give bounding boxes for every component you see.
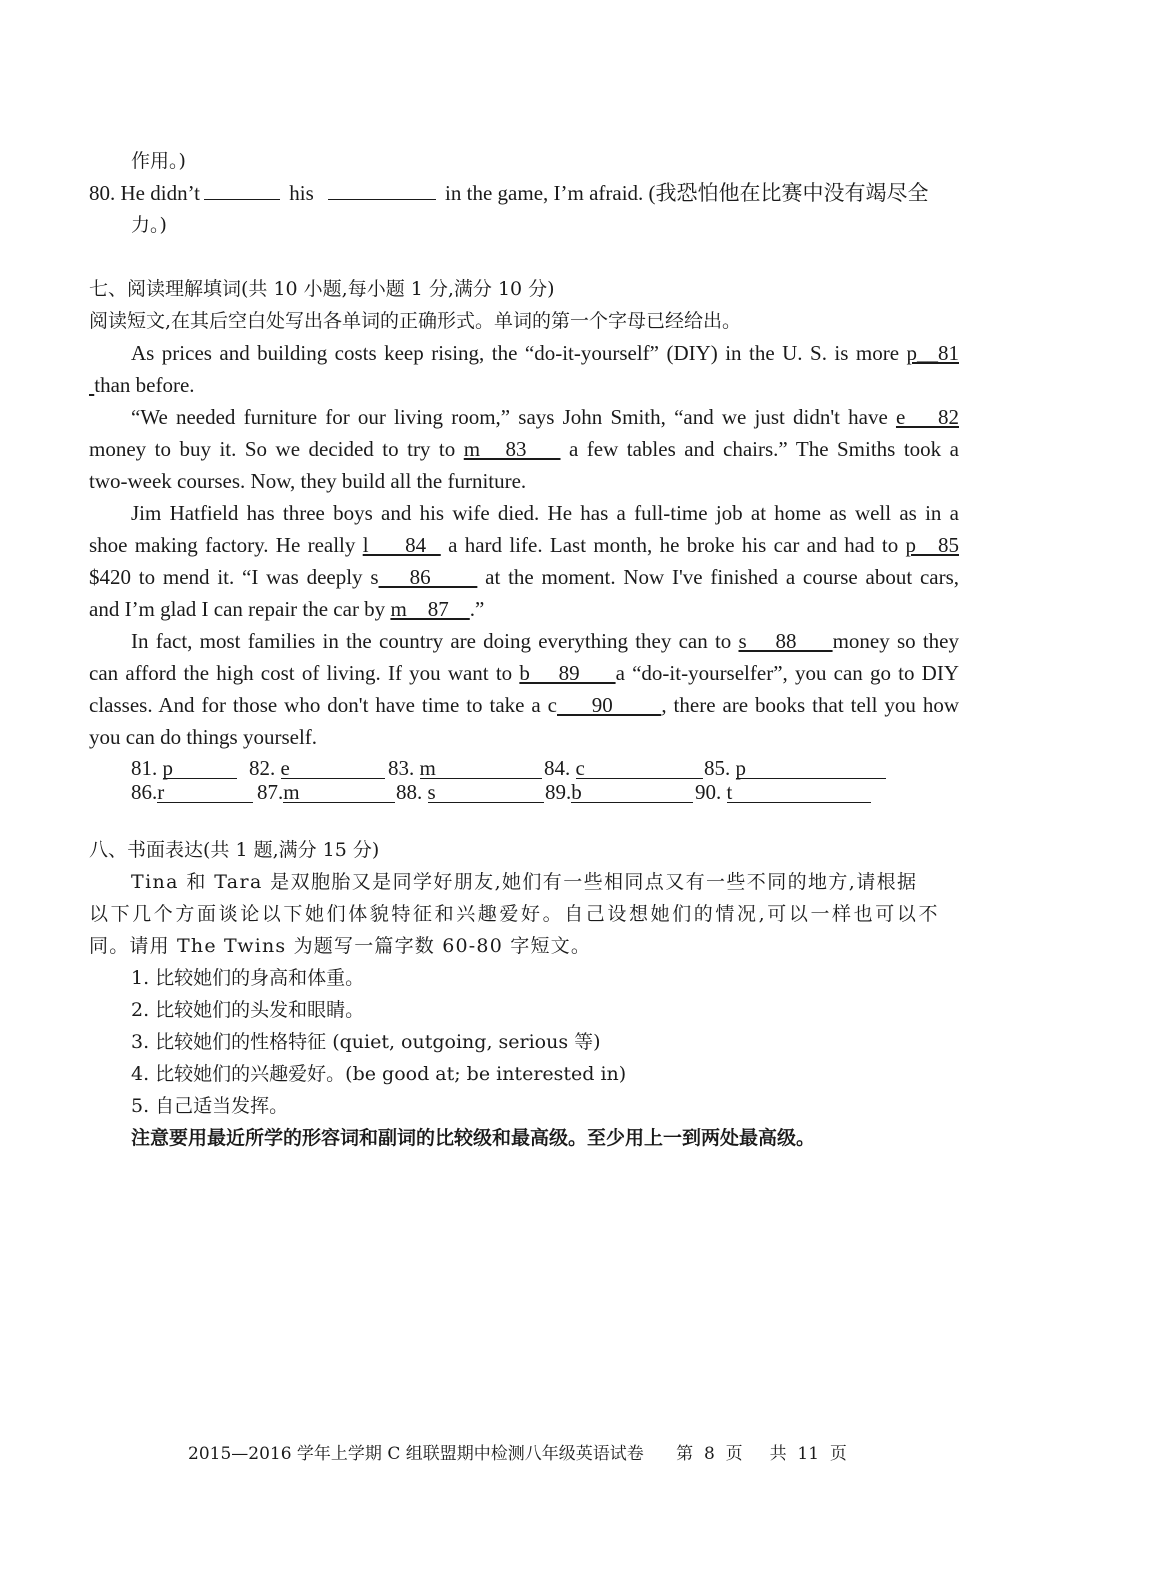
answer-number: 86. (131, 780, 158, 804)
answer-82-field[interactable]: e (281, 758, 385, 779)
section-7-instruction: 阅读短文,在其后空白处写出各单词的正确形式。单词的第一个字母已经给出。 (89, 310, 742, 332)
blank-86[interactable]: 86 (378, 565, 478, 589)
answer-86-field[interactable]: r (157, 782, 253, 803)
writing-intro-1: Tina 和 Tara 是双胞胎又是同学好朋友,她们有一些相同点又有一些不同的地方,请根据 (131, 871, 918, 893)
writing-note: 注意要用最近所学的形容词和副词的比较级和最高级。至少用上一到两处最高级。 (131, 1127, 816, 1149)
answer-number: 82. (249, 756, 281, 780)
answer-number: 81. (131, 756, 163, 780)
passage-text: “We needed furniture for our living room,” says John Smith, “and we just didn't have (131, 405, 896, 429)
q80-blank-1[interactable] (204, 179, 280, 200)
answer-84-field[interactable]: c (576, 758, 703, 779)
answer-90 (695, 780, 871, 804)
passage-text: , there are books that tell you how (661, 693, 959, 717)
answer-86 (131, 780, 253, 804)
blank-82[interactable]: e 82 (895, 405, 959, 429)
blank-90[interactable]: 90 (557, 693, 662, 717)
blank-83[interactable]: m 83 (463, 437, 561, 461)
answer-90-field[interactable]: t (727, 782, 871, 803)
answer-number: 84. (544, 756, 576, 780)
passage-line-9 (89, 593, 959, 625)
blank-88[interactable]: s 88 (738, 629, 833, 653)
answer-85-field[interactable]: p (736, 758, 886, 779)
answer-89-field[interactable]: b (571, 782, 693, 803)
writing-item-2: 2. 比较她们的头发和眼睛。 (131, 999, 365, 1021)
answer-number: 83. (388, 756, 420, 780)
answer-number: 90. (695, 780, 727, 804)
writing-item-3: 3. 比较她们的性格特征 (quiet, outgoing, serious 等) (131, 1031, 601, 1053)
answer-83-field[interactable]: m (420, 758, 542, 779)
q79-tail: 作用。) (131, 150, 186, 172)
passage-text: and I’m glad I can repair the car by (89, 597, 391, 621)
q80-blank-2[interactable] (328, 179, 436, 200)
answer-84 (544, 756, 703, 780)
passage-text: can afford the high cost of living. If you want to (89, 661, 520, 685)
blank-87[interactable]: m 87 (390, 597, 470, 621)
section-7-title: 七、阅读理解填词(共 10 小题,每小题 1 分,满分 10 分) (89, 278, 555, 300)
passage-text: shoe making factory. He really (89, 533, 363, 557)
writing-intro-3: 同。请用 The Twins 为题写一篇字数 60-80 字短文。 (89, 935, 592, 957)
answer-number: 89. (545, 780, 572, 804)
passage-text: .” (469, 597, 485, 621)
passage-text: money so they (832, 629, 959, 653)
q80-tail: 力。) (131, 214, 167, 236)
passage-text: a few tables and chairs.” The Smiths took a (560, 437, 959, 461)
answer-81 (131, 756, 237, 780)
answer-83 (388, 756, 542, 780)
question-80 (89, 177, 959, 209)
answer-87-field[interactable]: m (283, 782, 395, 803)
passage-text: a hard life. Last month, he broke his car and had to (440, 533, 906, 557)
answer-89 (545, 780, 693, 804)
answer-number: 87. (257, 780, 284, 804)
answer-82 (249, 756, 385, 780)
passage-line-7 (89, 529, 959, 561)
answer-number: 88. (396, 780, 428, 804)
passage-line-8 (89, 561, 959, 593)
answer-81-field[interactable]: p (163, 758, 237, 779)
blank-89[interactable]: b 89 (519, 661, 616, 685)
passage-text: at the moment. Now I've finished a course about cars, (477, 565, 960, 589)
passage-line-12 (89, 689, 959, 721)
answer-88 (396, 780, 544, 804)
passage-line-4 (89, 433, 959, 465)
passage-line-3 (131, 401, 959, 433)
q80-start: 80. He didn’t (89, 181, 201, 205)
passage-line-11 (89, 657, 959, 689)
writing-item-1: 1. 比较她们的身高和体重。 (131, 967, 365, 989)
answer-85 (704, 756, 886, 780)
passage-line-13: you can do things yourself. (89, 725, 318, 749)
passage-line-10 (131, 625, 959, 657)
passage-line-6: Jim Hatfield has three boys and his wife died. He has a full-time job at home as well as in a (131, 501, 959, 525)
passage-text: In fact, most families in the country are doing everything they can to (131, 629, 739, 653)
passage-text: a “do-it-yourselfer”, you can go to DIY (615, 661, 960, 685)
writing-item-5: 5. 自己适当发挥。 (131, 1095, 289, 1117)
answer-number: 85. (704, 756, 736, 780)
blank-85[interactable]: p 85 (905, 533, 959, 557)
passage-text: than before. (94, 373, 195, 397)
passage-text: money to buy it. So we decided to try to (89, 437, 464, 461)
q80-mid: his (289, 181, 314, 205)
q80-end: in the game, I’m afraid. (我恐怕他在比赛中没有竭尽全 (445, 181, 929, 205)
answer-88-field[interactable]: s (428, 782, 544, 803)
passage-line-5: two-week courses. Now, they build all the furniture. (89, 469, 527, 493)
passage-line-1 (131, 337, 959, 369)
passage-text: $420 to mend it. “I was deeply s (89, 565, 379, 589)
passage-line-2 (89, 369, 959, 401)
answer-87 (257, 780, 395, 804)
writing-intro-2: 以下几个方面谈论以下她们体貌特征和兴趣爱好。自己设想她们的情况,可以一样也可以不 (89, 903, 941, 925)
writing-item-4: 4. 比较她们的兴趣爱好。(be good at; be interested in) (131, 1063, 627, 1085)
page-footer: 2015—2016 学年上学期 C 组联盟期中检测八年级英语试卷 第 8 页 共 11 页 (188, 1444, 847, 1464)
passage-text: As prices and building costs keep rising, the “do-it-yourself” (DIY) in the U. S. is more (131, 341, 907, 365)
passage-text: classes. And for those who don't have time to take a c (89, 693, 557, 717)
section-8-title: 八、书面表达(共 1 题,满分 15 分) (89, 839, 380, 861)
blank-81[interactable]: p__81 (906, 341, 959, 365)
blank-84[interactable]: l 84 (362, 533, 441, 557)
